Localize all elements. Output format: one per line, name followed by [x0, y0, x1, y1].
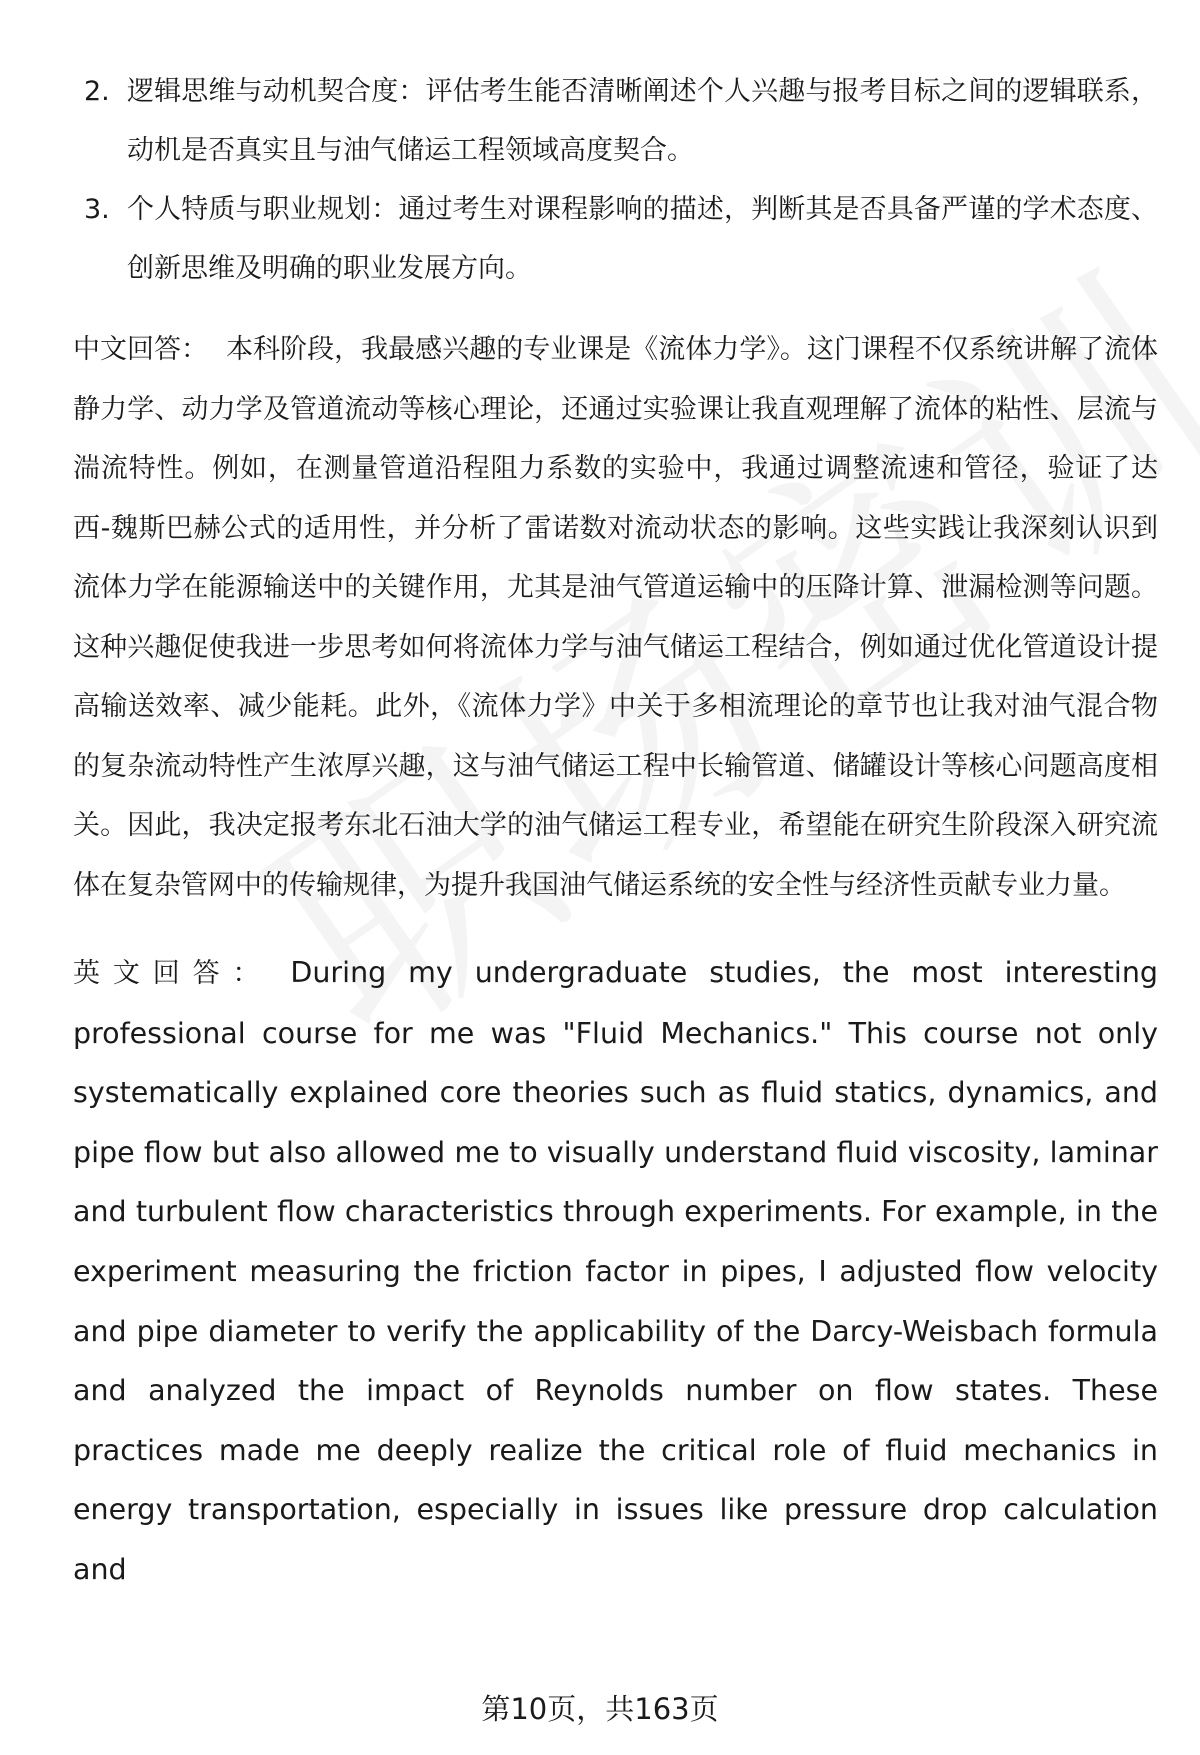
list-number: 2. — [84, 76, 110, 107]
english-answer-label: 英文回答： — [73, 958, 273, 989]
chinese-answer-text: 本科阶段，我最感兴趣的专业课是《流体力学》。这门课程不仅系统讲解了流体静力学、动力学及管道流动等核心理论，还通过实验课让我直观理解了流体的粘性、层流与湍流特性。例如，在测量管道沿程阻力系数的实验中，我通过调整流速和管径，验证了达西-魏斯巴赫公式的适用性，并分析了雷诺数对流动状态的影响。这些实践让我深刻认识到流体力学在能源输送中的关键作用，尤其是油气管道运输中的压降计算、泄漏检测等问题。这种兴趣促使我进一步思考如何将流体力学与油气储运工程结合，例如通过优化管道设计提高输送效率、减少能耗。此外，《流体力学》中关于多相流理论的章节也让我对油气混合物的复杂流动特性产生浓厚兴趣，这与油气储运工程中长输管道、储罐设计等核心问题高度相关。因此，我决定报考东北石油大学的油气储运工程专业，希望能在研究生阶段深入研究流体在复杂管网中的传输规律，为提升我国油气储运系统的安全性与经济性贡献专业力量。 — [73, 334, 1159, 901]
list-number: 3. — [84, 194, 110, 225]
chinese-answer — [73, 320, 1158, 915]
page-content — [73, 62, 1158, 1600]
list-item — [73, 180, 1158, 298]
list-text: 个人特质与职业规划：通过考生对课程影响的描述，判断其是否具备严谨的学术态度、创新思维及明确的职业发展方向。 — [127, 194, 1158, 284]
numbered-list — [73, 62, 1158, 298]
chinese-answer-label: 中文回答： — [73, 334, 209, 365]
list-item — [73, 62, 1158, 180]
english-answer-text: During my undergraduate studies, the most interesting professional course for me was "Fluid Mechanics." This course not only systematically explained core theories such as fluid statics, dynamics, and pipe flow but also allowed me to visually understand fluid viscosity, laminar and turbulent flow characteristics through experiments. For example, in the experiment measuring the friction factor in pipes, I adjusted flow velocity and pipe diameter to verify the applicability of the Darcy-Weisbach formula and analyzed the impact of Reynolds number on flow states. These practices made me deeply realize the critical role of fluid mechanics in energy transportation, especially in issues like pressure drop calculation and — [73, 956, 1159, 1586]
list-text: 逻辑思维与动机契合度：评估考生能否清晰阐述个人兴趣与报考目标之间的逻辑联系，动机是否真实且与油气储运工程领域高度契合。 — [127, 76, 1158, 166]
page-footer: 第10页，共163页 — [481, 1692, 719, 1726]
english-answer — [73, 943, 1158, 1600]
